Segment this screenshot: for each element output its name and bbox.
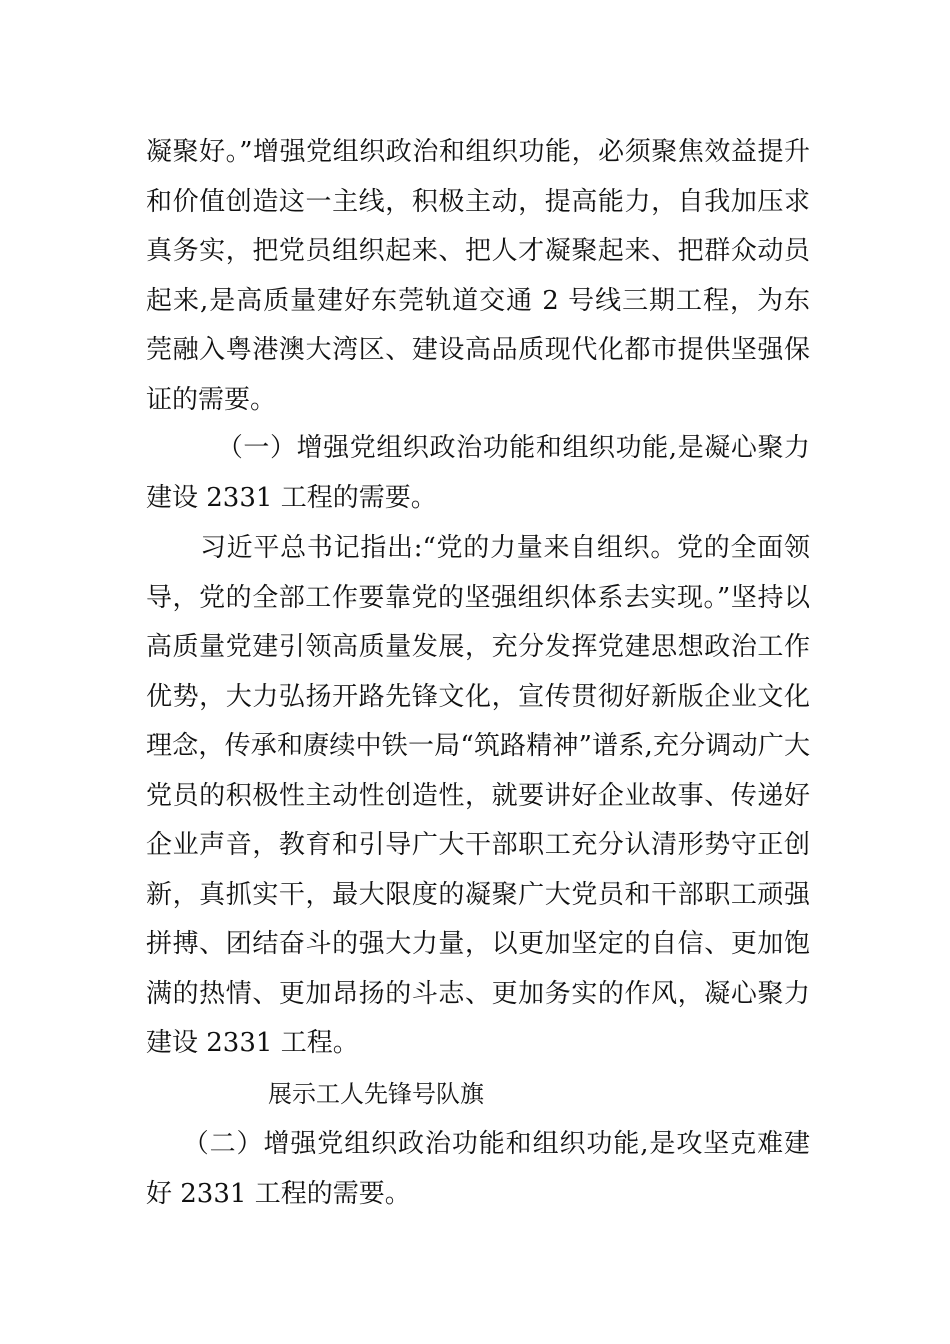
paragraph-intro: 凝聚好。”增强党组织政治和组织功能，必须聚焦效益提升和价值创造这一主线，积极主动，提高能力，自我加压求真务实，把党员组织起来、把人才凝聚起来、把群众动员起来,是高质量建好东莞轨道交通 2 号线三期工程，为东莞融入粤港澳大湾区、建设高品质现代化都市提供坚强保证的需要。 (146, 137, 810, 415)
paragraph-section-one-body: 习近平总书记指出:“党的力量来自组织。党的全面领导，党的全部工作要靠党的坚强组织体系去实现。”坚持以高质量党建引领高质量发展，充分发挥党建思想政治工作优势，大力弘扬开路先锋文化，宣传贯彻好新版企业文化理念，传承和赓续中铁一局“筑路精神”谱系,充分调动广大党员的积极性主动性创造性，就要讲好企业故事、传递好企业声音，教育和引导广大干部职工充分认清形势守正创新，真抓实干，最大限度的凝聚广大党员和干部职工顽强拼搏、团结奋斗的强大力量，以更加坚定的自信、更加饱满的热情、更加昂扬的斗志、更加务实的作风，凝心聚力建设 2331 工程。 (146, 533, 810, 1058)
image-caption: 展示工人先锋号队旗 (268, 1080, 484, 1108)
heading-section-two: （二）增强党组织政治功能和组织功能,是攻坚克难建好 2331 工程的需要。 (146, 1129, 811, 1209)
heading-section-one: （一）增强党组织政治功能和组织功能,是凝心聚力建设 2331 工程的需要。 (146, 433, 811, 513)
